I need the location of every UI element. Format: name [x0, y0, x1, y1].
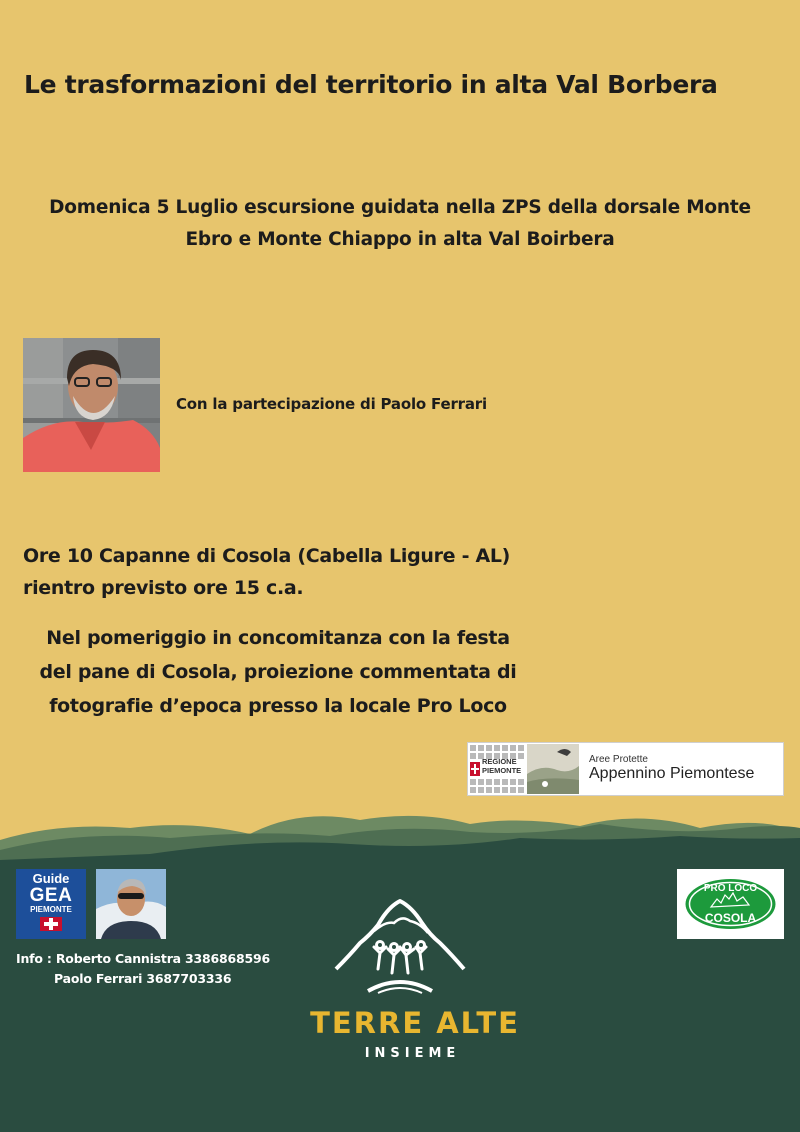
terre-alte-tagline: INSIEME	[364, 1046, 461, 1061]
contact-line-2: Paolo Ferrari 3687703336	[54, 971, 232, 986]
pro-loco-top-text: PRO LOCO	[703, 883, 758, 894]
contact-line-1: Info : Roberto Cannistra 3386868596	[16, 951, 271, 966]
meeting-line-1: Ore 10 Capanne di Cosola (Cabella Ligure - AL)	[23, 545, 511, 567]
afternoon-line-1: Nel pomeriggio in concomitanza con la festa	[46, 627, 510, 649]
pro-loco-cosola-logo	[677, 869, 784, 939]
regione-line-1: REGIONE	[482, 757, 517, 766]
appennino-label: Appennino Piemontese	[589, 765, 755, 782]
event-subtitle	[0, 192, 800, 256]
speaker-portrait-image	[23, 338, 160, 472]
meeting-line-2: rientro previsto ore 15 c.a.	[23, 577, 304, 599]
contact-info	[16, 949, 270, 989]
subtitle-line-2: Ebro e Monte Chiappo in alta Val Boirbera	[185, 229, 615, 250]
afternoon-line-3: fotografie d’epoca presso la locale Pro Loco	[49, 695, 507, 717]
gea-piemonte-logo	[16, 869, 86, 939]
regione-text	[482, 757, 521, 775]
gea-guide-label: Guide	[32, 871, 70, 886]
piemonte-flag-icon	[40, 917, 62, 931]
subtitle-line-1: Domenica 5 Luglio escursione guidata nella ZPS della dorsale Monte	[49, 197, 751, 218]
speaker-photo	[23, 338, 160, 472]
afternoon-line-2: del pane di Cosola, proiezione commentata di	[39, 661, 517, 683]
participation-text: Con la partecipazione di Paolo Ferrari	[176, 395, 487, 413]
gea-region-label: PIEMONTE	[30, 905, 72, 914]
guide-portrait-image	[96, 869, 166, 939]
terre-alte-mountain-emblem	[330, 895, 470, 1005]
pro-loco-badge-icon	[677, 869, 784, 939]
terre-alte-brand-name: TERRE ALTE	[310, 1006, 520, 1040]
aree-protette-label: Aree Protette	[589, 754, 648, 765]
regione-line-2: PIEMONTE	[482, 766, 522, 775]
page-title: Le trasformazioni del territorio in alta Val Borbera	[24, 70, 718, 99]
afternoon-info	[18, 621, 538, 723]
gea-name-label: GEA	[29, 885, 73, 906]
meeting-info	[23, 540, 510, 604]
guide-photo	[96, 869, 166, 939]
pro-loco-bottom-text: COSOLA	[704, 911, 757, 925]
